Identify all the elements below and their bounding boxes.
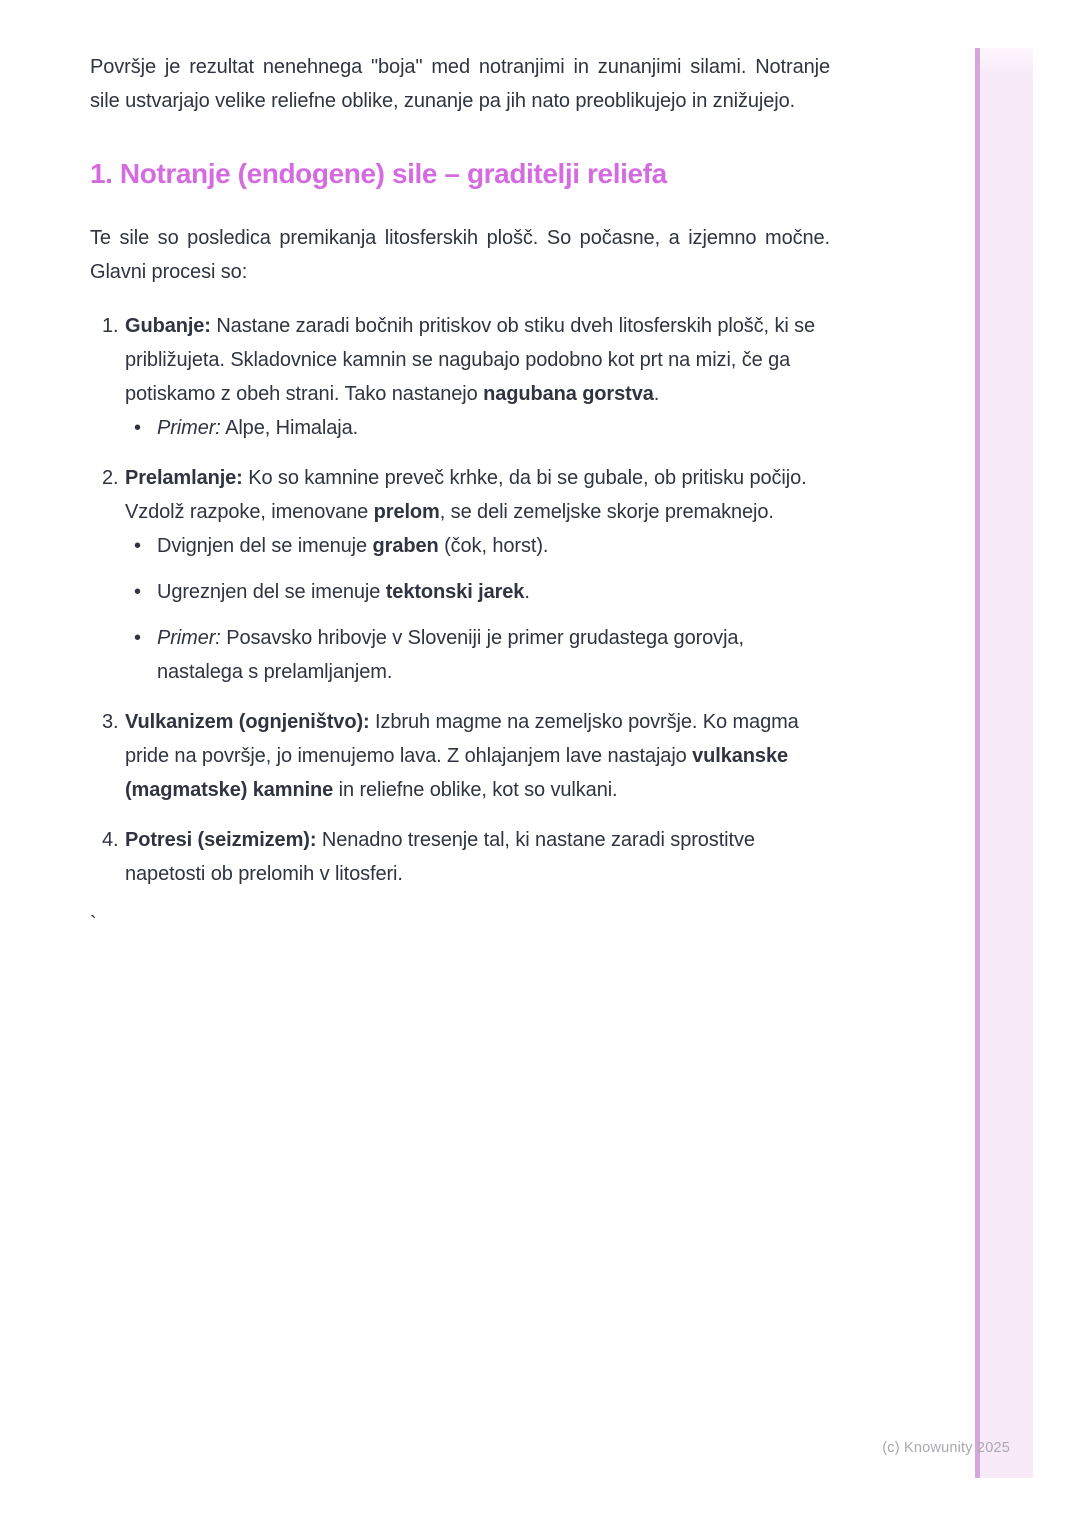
list-item xyxy=(90,309,830,445)
text-run: Nenadno tresenje tal, ki nastane zaradi sprostitve napetosti ob prelomih v litosferi. xyxy=(125,829,755,885)
list-item-number: 3. xyxy=(102,711,119,733)
text-run: Ugreznjen del se imenuje xyxy=(157,581,386,603)
bold-text-run: nagubana gorstva xyxy=(483,383,654,405)
list-item-text xyxy=(125,461,830,529)
bullet-item xyxy=(125,529,830,563)
bullet-item xyxy=(125,575,830,609)
bold-text-run: prelom xyxy=(373,501,440,523)
list-item-body xyxy=(125,823,830,891)
list-item xyxy=(90,461,830,689)
decorative-side-stripe xyxy=(975,48,1033,1478)
list-item xyxy=(90,705,830,807)
list-item-number: 2. xyxy=(102,467,119,489)
bold-text-run: Prelamlanje: xyxy=(125,467,249,489)
text-run: Nastane zaradi bočnih pritiskov ob stiku dveh litosferskih plošč, ki se približujeta. Skladovnice kamnin se nagubajo podobno kot prt na mizi, če ga potiskamo z obeh strani. Tako nastanejo xyxy=(125,315,816,405)
list-item-body xyxy=(125,705,830,807)
italic-text-run: Primer: xyxy=(157,417,221,439)
text-run: Dvignjen del se imenuje xyxy=(157,535,373,557)
intro-paragraph: Površje je rezultat nenehnega "boja" med notranjimi in zunanjimi silami. Notranje sile ustvarjajo velike reliefne oblike, zunanje pa jih nato preoblikujejo in znižujejo. xyxy=(90,56,830,112)
text-run: in reliefne oblike, kot so vulkani. xyxy=(333,779,618,801)
italic-text-run: Primer: xyxy=(157,627,221,649)
list-item-body xyxy=(125,309,830,445)
sub-bullet-list xyxy=(125,529,830,689)
bullet-item xyxy=(125,411,830,445)
text-run: Ko so kamnine preveč krhke, da bi se gubale, ob pritisku počijo. Vzdolž razpoke, imenovane xyxy=(125,467,807,523)
text-run: Izbruh magme na zemeljsko površje. Ko magma pride na površje, jo imenujemo lava. Z ohlajanjem lave nastajajo xyxy=(125,711,799,767)
text-run: , se deli zemeljske skorje premaknejo. xyxy=(439,501,774,523)
list-item-number: 4. xyxy=(102,829,119,851)
document-content xyxy=(90,0,830,941)
list-item xyxy=(90,823,830,891)
bold-text-run: Vulkanizem (ognjeništvo): xyxy=(125,711,376,733)
list-item-text xyxy=(125,309,830,411)
bold-text-run: Potresi (seizmizem): xyxy=(125,829,322,851)
bold-text-run: Gubanje: xyxy=(125,315,217,337)
bold-text-run: vulkanske (magmatske) kamnine xyxy=(125,745,788,801)
text-run: . xyxy=(524,581,530,603)
text-run: (čok, horst). xyxy=(438,535,549,557)
numbered-list xyxy=(90,309,830,891)
list-item-text xyxy=(125,823,830,891)
sub-bullet-list xyxy=(125,411,830,445)
bullet-item xyxy=(125,621,830,689)
text-run: . xyxy=(653,383,660,405)
list-item-body xyxy=(125,461,830,689)
copyright-footer: (c) Knowunity 2025 xyxy=(882,1440,1010,1456)
bold-text-run: tektonski jarek xyxy=(385,581,525,603)
section-heading: 1. Notranje (endogene) sile – graditelji reliefa xyxy=(90,158,667,189)
list-item-number: 1. xyxy=(102,315,119,337)
stray-backtick: ` xyxy=(90,913,97,935)
bold-text-run: graben xyxy=(372,535,439,557)
list-item-text xyxy=(125,705,830,807)
text-run: Posavsko hribovje v Sloveniji je primer grudastega gorovja, nastalega s prelamljanjem. xyxy=(157,627,744,683)
text-run: Alpe, Himalaja. xyxy=(220,417,359,439)
lead-paragraph: Te sile so posledica premikanja litosferskih plošč. So počasne, a izjemno močne. Glavni procesi so: xyxy=(90,227,830,283)
